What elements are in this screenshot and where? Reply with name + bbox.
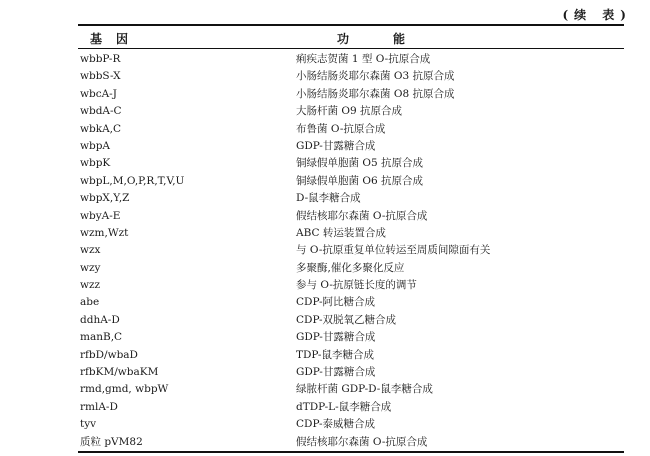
table-row: [78, 51, 624, 68]
function-cell: CDP-阿比糖合成: [296, 296, 375, 309]
gene-cell: rfbKM/wbaKM: [80, 366, 159, 379]
function-cell: 多聚酶,催化多聚化反应: [296, 261, 405, 274]
function-cell: 铜绿假单胞菌 O5 抗原合成: [296, 157, 423, 170]
gene-cell: rfbD/wbaD: [80, 348, 138, 361]
function-cell: CDP-双脱氧乙糖合成: [296, 313, 396, 326]
function-cell: TDP-鼠李糖合成: [296, 348, 374, 361]
table-row: [78, 173, 624, 190]
table-row: [78, 155, 624, 172]
function-cell: GDP-甘露糖合成: [296, 331, 376, 344]
function-cell: 大肠杆菌 O9 抗原合成: [296, 105, 402, 118]
header-function: 功能: [337, 32, 450, 46]
table-row: [78, 399, 624, 416]
table-bottom-rule: [78, 451, 624, 453]
table-row: [78, 208, 624, 225]
gene-cell: wbkA,C: [80, 122, 122, 135]
table-row: [78, 242, 624, 259]
gene-cell: tyv: [80, 418, 97, 431]
gene-cell: wzm,Wzt: [80, 226, 129, 239]
table-row: [78, 225, 624, 242]
gene-cell: ddhA-D: [80, 313, 120, 326]
gene-cell: manB,C: [80, 331, 123, 344]
gene-cell: wbdA-C: [80, 105, 122, 118]
gene-cell: rmlA-D: [80, 400, 118, 413]
function-cell: 与 O-抗原重复单位转运至周质间隙面有关: [296, 244, 491, 257]
gene-cell: wzx: [80, 244, 101, 257]
table-header-rule: [78, 48, 624, 49]
table-row: [78, 138, 624, 155]
table-row: [78, 86, 624, 103]
gene-cell: wzz: [80, 279, 101, 292]
table-row: [78, 329, 624, 346]
header-gene: 基因: [90, 32, 143, 46]
function-cell: dTDP-L-鼠李糖合成: [296, 400, 392, 413]
table-row: [78, 434, 624, 451]
gene-cell: wbcA-J: [80, 87, 117, 100]
function-cell: 铜绿假单胞菌 O6 抗原合成: [296, 174, 423, 187]
table-row: [78, 347, 624, 364]
function-cell: GDP-甘露糖合成: [296, 139, 376, 152]
function-cell: 小肠结肠炎耶尔森菌 O3 抗原合成: [296, 70, 455, 83]
function-cell: GDP-甘露糖合成: [296, 366, 376, 379]
table-row: [78, 260, 624, 277]
gene-cell: 质粒 pVM82: [80, 435, 143, 448]
function-cell: 假结核耶尔森菌 O-抗原合成: [296, 435, 428, 448]
table-row: [78, 103, 624, 120]
table-row: [78, 364, 624, 381]
continued-label: (续 表): [562, 8, 632, 22]
function-cell: ABC 转运装置合成: [296, 226, 386, 239]
function-cell: D-鼠李糖合成: [296, 192, 361, 205]
function-cell: 绿脓杆菌 GDP-D-鼠李糖合成: [296, 383, 433, 396]
function-cell: 参与 O-抗原链长度的调节: [296, 279, 417, 292]
table-row: [78, 416, 624, 433]
table-row: [78, 277, 624, 294]
gene-cell: wbpX,Y,Z: [80, 192, 130, 205]
gene-cell: abe: [80, 296, 100, 309]
table-body: [78, 51, 624, 451]
table-header: [78, 27, 624, 47]
table-row: [78, 190, 624, 207]
function-cell: CDP-泰威糖合成: [296, 418, 375, 431]
function-cell: 假结核耶尔森菌 O-抗原合成: [296, 209, 428, 222]
table-row: [78, 294, 624, 311]
gene-cell: wbyA-E: [80, 209, 121, 222]
function-cell: 痢疾志贺菌 1 型 O-抗原合成: [296, 53, 431, 65]
gene-cell: wbbP-R: [80, 53, 121, 65]
table-row: [78, 381, 624, 398]
function-cell: 布鲁菌 O-抗原合成: [296, 122, 386, 135]
function-cell: 小肠结肠炎耶尔森菌 O8 抗原合成: [296, 87, 455, 100]
table-row: [78, 121, 624, 138]
table-row: [78, 68, 624, 85]
table-row: [78, 312, 624, 329]
gene-cell: wzy: [80, 261, 101, 274]
gene-cell: wbbS-X: [80, 70, 121, 83]
gene-cell: wbpA: [80, 139, 111, 152]
gene-cell: wbpK: [80, 157, 111, 170]
gene-cell: rmd,gmd, wbpW: [80, 383, 169, 396]
gene-cell: wbpL,M,O,P,R,T,V,U: [80, 174, 185, 187]
table-top-rule: [78, 24, 624, 26]
